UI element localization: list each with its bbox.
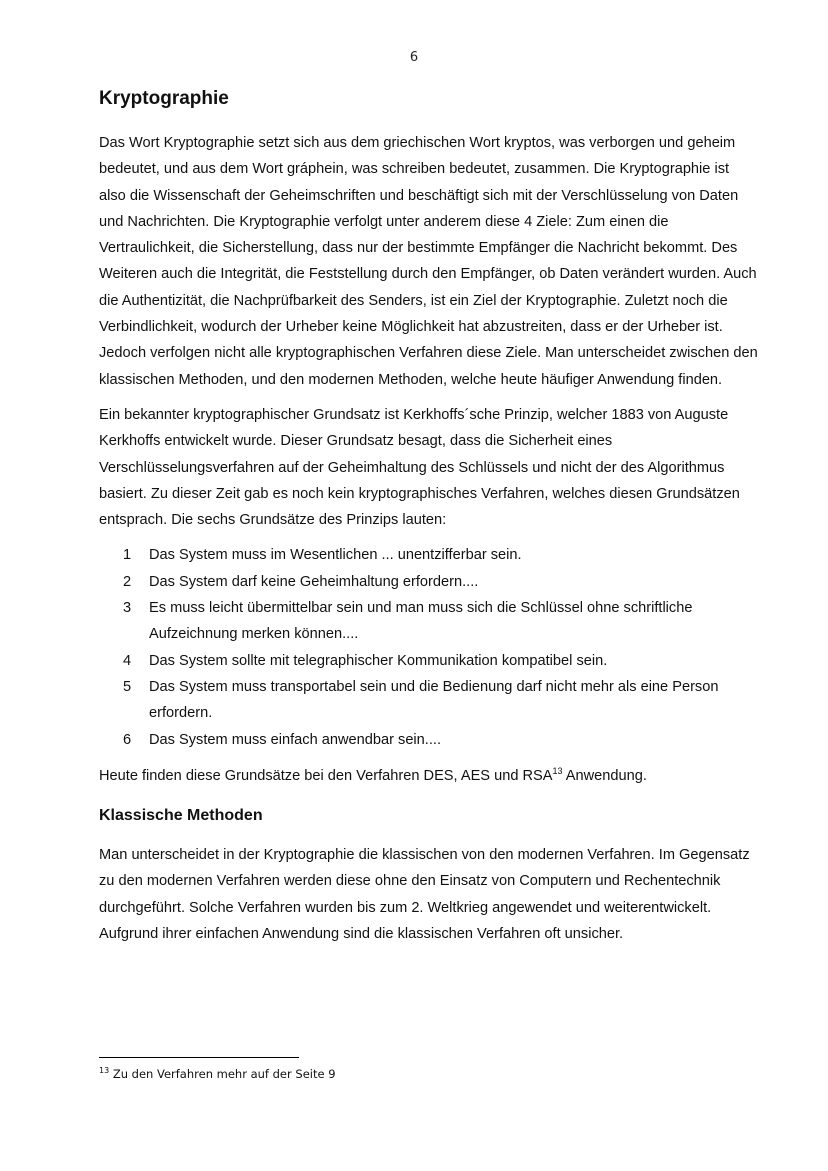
- footnote: [99, 1067, 336, 1081]
- principles-list: [99, 542, 759, 752]
- summary-text: Heute finden diese Grundsätze bei den Verfahren DES, AES und RSA: [99, 767, 553, 784]
- list-item-number: 3: [123, 600, 132, 617]
- list-item: [99, 595, 759, 648]
- list-item-number: 1: [123, 547, 132, 564]
- list-item: [99, 542, 759, 568]
- footnote-reference[interactable]: 13: [552, 765, 563, 776]
- footnote-text: Zu den Verfahren mehr auf der Seite 9: [109, 1067, 336, 1081]
- section-heading: Kryptographie: [99, 88, 229, 109]
- summary-text-end: Anwendung.: [562, 767, 647, 784]
- list-item-text: Das System muss einfach anwendbar sein....: [149, 731, 442, 748]
- list-item-text: Es muss leicht übermittelbar sein und man muss sich die Schlüssel ohne schriftliche Aufzeichnung merken können....: [149, 600, 693, 643]
- list-item-number: 6: [123, 731, 132, 748]
- kerkhoffs-paragraph: Ein bekannter kryptographischer Grundsatz ist Kerkhoffs´sche Prinzip, welcher 1883 von Auguste Kerkhoffs entwickelt wurde. Dieser Grundsatz besagt, dass die Sicherheit eines Verschlüsselungsverfahren auf der Geheimhaltung des Schlüssels und nicht der des Algorithmus basiert. Zu dieser Zeit gab es noch kein kryptographisches Verfahren, welches diesen Grundsätzen entsprach. Die sechs Grundsätze des Prinzips lauten:: [99, 406, 740, 529]
- page-number: 6: [409, 50, 419, 65]
- list-item-number: 4: [123, 652, 132, 669]
- list-item: [99, 569, 759, 595]
- subsection-heading: Klassische Methoden: [99, 807, 263, 825]
- list-item: [99, 648, 759, 674]
- intro-paragraph: Das Wort Kryptographie setzt sich aus dem griechischen Wort kryptos, was verborgen und geheim bedeutet, und aus dem Wort gráphein, was schreiben bedeutet, zusammen. Die Kryptographie ist also die Wissenschaft der Geheimschriften und beschäftigt sich mit der Verschlüsselung von Daten und Nachrichten. Die Kryptographie verfolgt unter anderem diese 4 Ziele: Zum einen die Vertraulichkeit, die Sicherstellung, dass nur der bestimmte Empfänger die Nachricht bekommt. Des Weiteren auch die Integrität, die Feststellung durch den Empfänger, ob Daten verändert wurden. Auch die Authentizität, die Nachprüfbarkeit des Senders, ist ein Ziel der Kryptographie. Zuletzt noch die Verbindlichkeit, wodurch der Urheber keine Möglichkeit hat abzustreiten, dass er der Urheber ist. Jedoch verfolgen nicht alle kryptographischen Verfahren diese Ziele. Man unterscheidet zwischen den klassischen Methoden, und den modernen Methoden, welche heute häufiger Anwendung finden.: [99, 135, 758, 388]
- list-item: [99, 727, 759, 753]
- summary-paragraph: [99, 763, 759, 789]
- list-item-text: Das System darf keine Geheimhaltung erfordern....: [149, 573, 479, 590]
- list-item-text: Das System sollte mit telegraphischer Kommunikation kompatibel sein.: [149, 652, 608, 669]
- footnote-marker: 13: [99, 1066, 110, 1076]
- list-item-number: 2: [123, 573, 132, 590]
- list-item-number: 5: [123, 678, 132, 695]
- classic-methods-paragraph: Man unterscheidet in der Kryptographie die klassischen von den modernen Verfahren. Im Gegensatz zu den modernen Verfahren werden diese ohne den Einsatz von Computern und Rechentechnik durchgeführt. Solche Verfahren wurden bis zum 2. Weltkrieg angewendet und weiterentwickelt. Aufgrund ihrer einfachen Anwendung sind die klassischen Verfahren oft unsicher.: [99, 847, 750, 943]
- list-item-text: Das System muss im Wesentlichen ... unentzifferbar sein.: [149, 547, 522, 564]
- footnote-separator: [99, 1057, 299, 1058]
- document-body: [99, 84, 759, 956]
- list-item: [99, 674, 759, 727]
- list-item-text: Das System muss transportabel sein und die Bedienung darf nicht mehr als eine Person erfordern.: [149, 678, 719, 722]
